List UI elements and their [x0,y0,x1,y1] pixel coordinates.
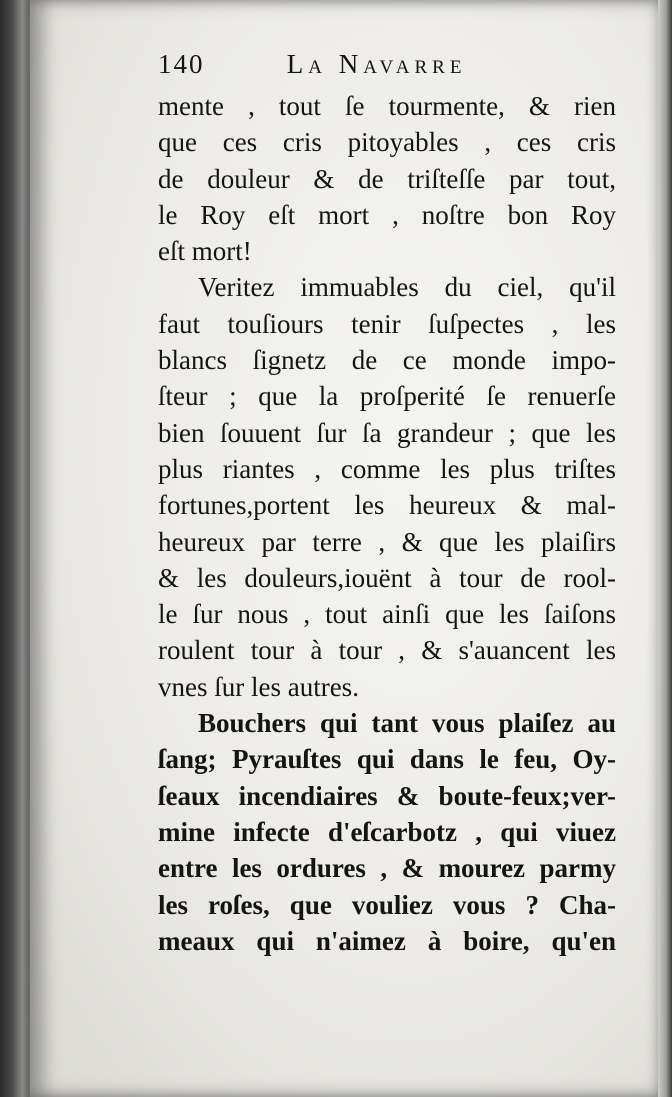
text-line: bien ſouuent ſur ſa grandeur ; que les [158,417,616,448]
text-block [158,44,616,959]
text-line: meaux qui n'aimez à boire, qu'en [158,925,616,956]
running-head [158,44,616,88]
text-line: plus riantes , comme les plus triſtes [158,453,616,484]
paragraph [158,88,616,269]
text-line: entre les ordures , & mourez parmy [158,853,616,884]
text-line: les roſes, que vouliez vous ? Cha- [158,889,616,920]
running-head-title: La Navarre [286,49,467,79]
text-line: le Roy eſt mort , noſtre bon Roy [158,199,616,230]
text-line: ſang; Pyrauſtes qui dans le feu, Oy- [158,744,616,775]
text-line: de douleur & de triſteſſe par tout, [158,163,616,194]
page-edge [658,0,672,1097]
text-line: Veritez immuables du ciel, qu'il [198,272,616,303]
book-binding [0,0,30,1097]
text-line: eſt mort! [158,236,252,267]
text-line: heureux par terre , & que les plaiſirs [158,526,616,557]
text-line: & les douleurs,iouënt à tour de rool- [158,562,616,593]
text-line: que ces cris pitoyables , ces cris [158,127,616,158]
text-line: ſeaux incendiaires & boute-feux;ver- [158,780,616,811]
text-line: ſteur ; que la proſperité ſe renuerſe [158,381,616,412]
text-line: mente , tout ſe tourmente, & rien [158,91,616,121]
text-line: fortunes,portent les heureux & mal- [158,490,616,521]
paragraph [158,705,616,959]
text-line: mine infecte d'eſcarbotz , qui viuez [158,816,616,847]
text-line: roulent tour à tour , & s'auancent les [158,635,616,666]
text-line: Bouchers qui tant vous plaiſez au [198,708,616,739]
paragraph [158,269,616,705]
text-line: blancs ſignetz de ce monde impo- [158,345,616,376]
page-number: 140 [158,49,205,79]
text-line: faut touſiours tenir ſuſpectes , les [158,308,616,339]
text-line: le ſur nous , tout ainſi que les ſaiſons [158,599,616,630]
text-line: vnes ſur les autres. [158,671,359,702]
